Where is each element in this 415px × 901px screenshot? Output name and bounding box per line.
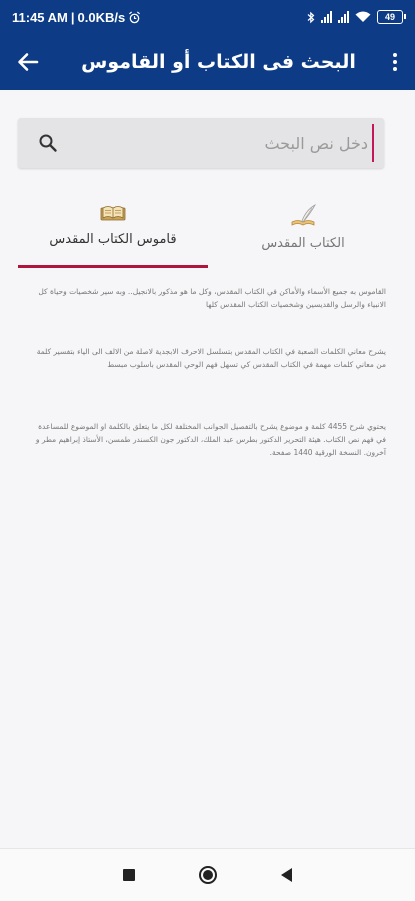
more-vert-icon: [393, 53, 397, 57]
tab-dictionary-label: قاموس الكتاب المقدس: [49, 232, 177, 247]
home-button[interactable]: [199, 866, 217, 884]
description-paragraph-3: يحتوي شرح 4455 كلمة و موضوع يشرح بالتفصيل الجوانب المختلفة لكل ما يتعلق بالكلمة او الموضوع للمساعدة في فهم نص الكتاب. هيئة التحرير الدكتور بطرس عبد الملك، الدكتور جون الكسندر طمسن، الأستاذ إبراهيم مطر و آخرون. النسخة الورقية 1440 صفحة.: [35, 422, 386, 457]
alarm-icon: [128, 11, 141, 24]
overflow-menu-button[interactable]: [375, 34, 415, 90]
feather-book-icon: [288, 202, 318, 228]
tab-bar: [18, 196, 398, 268]
app-bar: [0, 34, 415, 90]
tab-dictionary[interactable]: [18, 196, 208, 268]
status-left: 11:45 AM | 0.0KB/s: [12, 10, 141, 25]
tab-bible[interactable]: [208, 196, 398, 268]
network-speed: 0.0KB/s: [77, 9, 126, 25]
status-time: 11:45 AM: [12, 9, 68, 25]
tab-bible-label: الكتاب المقدس: [261, 236, 345, 251]
open-book-icon: [98, 202, 128, 224]
battery-icon: 49: [377, 10, 403, 24]
arrow-left-icon: [17, 51, 39, 73]
page-title: البحث فى الكتاب أو القاموس: [81, 51, 356, 73]
bluetooth-icon: [307, 11, 315, 24]
signal-icon-2: [338, 11, 349, 23]
status-bar: [0, 0, 415, 34]
signal-icon: [321, 11, 332, 23]
search-button[interactable]: [32, 133, 64, 153]
search-bar: [18, 118, 384, 168]
home-icon: [203, 870, 213, 880]
status-right: [307, 10, 403, 24]
description-paragraph-2: يشرح معاني الكلمات الصعبة في الكتاب المقدس بتسلسل الاحرف الابجدية لاصلة من الالف الى الياء بتفسير كلمة من معاني كلمات مهمة في الكتاب المقدس كي تسهل فهم الوحي المقدس باسلوب مبسط: [36, 347, 386, 369]
description-paragraph-1: القاموس به جميع الأسماء والأماكن في الكتاب المقدس، وكل ما هو مذكور بالانجيل.. وبه سير شخصيات وحياة كل الانبياء والرسل والقديسين وشخصيات الكتاب المقدس كلها: [38, 287, 386, 309]
system-nav-bar: [0, 848, 415, 901]
search-icon: [38, 133, 58, 153]
recent-apps-button[interactable]: [123, 869, 135, 881]
wifi-icon: [355, 11, 371, 23]
back-nav-button[interactable]: [281, 868, 292, 882]
back-button[interactable]: [0, 34, 56, 90]
search-input[interactable]: [64, 124, 374, 162]
